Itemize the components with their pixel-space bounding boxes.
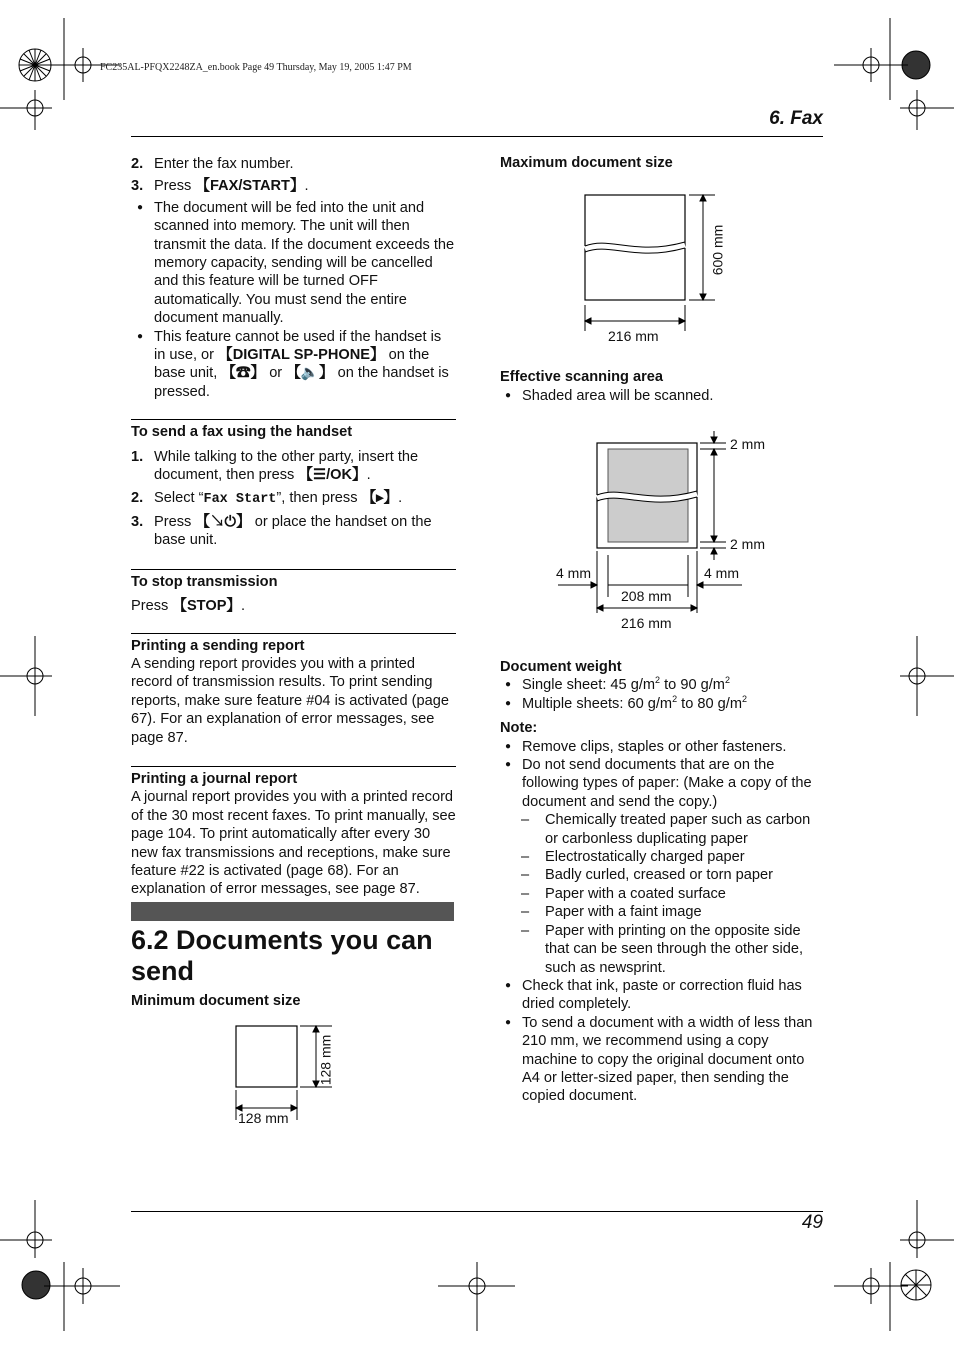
effective-bullet: ● Shaded area will be scanned. (505, 388, 714, 404)
paper-type-item: – Badly curled, creased or torn paper (521, 867, 773, 884)
footer-rule (131, 1211, 823, 1212)
bullet-item: ● This feature cannot be used if the handset is in use, or 【DIGITAL SP-PHONE】 on the base unit, 【☎】 or 【🔈】 on the handset is pressed. (137, 328, 449, 400)
stop-key: 【STOP】 (172, 598, 242, 615)
left-margin-label: 4 mm (556, 565, 591, 581)
right-column (499, 658, 824, 1106)
sending-section (131, 633, 456, 747)
fax-start-code: Fax Start (203, 491, 277, 507)
right-arrow-key-icon: 【▸】 (361, 489, 399, 506)
note-title: Note: (500, 720, 538, 737)
stop-text: Press 【STOP】. (131, 598, 246, 615)
bullet-icon: ● (505, 390, 512, 401)
bullet-icon: ● (505, 679, 512, 691)
header-rule (131, 136, 823, 137)
total-width-label: 216 mm (621, 615, 672, 631)
max-height-label: 600 mm (709, 224, 726, 276)
top-margin-label: 2 mm (730, 436, 765, 452)
sending-text: A sending report provides you with a printed record of transmission results. To print sending reports, make sure feature #04 is activated (page 67). For an explanation of error messages, see page 87. (131, 655, 449, 746)
title-bar (131, 902, 454, 921)
speaker-key-icon: 【🔈】 (286, 365, 334, 382)
weight-title: Document weight (500, 659, 622, 675)
note-item: ● Remove clips, staples or other fasteners. (505, 738, 787, 755)
bullet-icon: ● (137, 201, 144, 213)
weight-multiple: ● Multiple sheets: 60 $g/m^2$ to 80 $g/m^2$ (505, 693, 748, 712)
min-height-label: 128 mm (317, 1034, 334, 1086)
paper-type-item: – Chemically treated paper such as carbon or carbonless duplicating paper (521, 812, 811, 847)
min-size-title: Minimum document size (131, 993, 301, 1009)
menu-ok-key: 【☰/OK】 (298, 467, 367, 484)
journal-section (131, 766, 456, 899)
off-power-key-icon: 【↘⏻】 (195, 513, 251, 530)
bullet-icon: ● (137, 330, 144, 342)
right-margin-label: 4 mm (704, 565, 739, 581)
stop-title: To stop transmission (131, 573, 278, 590)
handset-section (131, 419, 456, 549)
note-item: ● To send a document with a width of less than 210 mm, we recommend using a copy machine to copy the original document onto A4 or letter-sized paper, then sending the copied document. (505, 1014, 813, 1105)
left-column (131, 155, 456, 899)
page-title: 6.2 Documents you can send (131, 925, 433, 986)
step-3: 3. Press 【FAX/START】. (131, 178, 309, 195)
effective-area-title: Effective scanning area (500, 369, 664, 385)
handset-step-1: 1. While talking to the other party, insert the document, then press 【☰/OK】. (131, 448, 419, 484)
weight-single: ● Single sheet: 45 $g/m^2$ to 90 $g/m^2$ (505, 675, 730, 694)
bottom-margin-label: 2 mm (730, 536, 765, 552)
journal-title: Printing a journal report (131, 770, 298, 787)
file-info: FC235AL-PFQX2248ZA_en.book Page 49 Thursday, May 19, 2005 1:47 PM (100, 62, 412, 73)
digital-sp-phone-key: 【DIGITAL SP-PHONE】 (218, 347, 385, 364)
stop-section (131, 569, 456, 616)
bullet-icon: ● (505, 979, 512, 991)
min-document-rect (236, 1026, 297, 1087)
max-size-title: Maximum document size (500, 155, 673, 171)
sending-title: Printing a sending report (131, 637, 305, 654)
talk-key-icon: 【☎】 (221, 365, 266, 382)
handset-step-2: 2. Select “Fax Start”, then press 【▸】. (131, 489, 403, 507)
handset-step-3: 3. Press 【↘⏻】 or place the handset on the base unit. (131, 513, 432, 549)
step-2: 2. Enter the fax number. (131, 156, 294, 172)
paper-type-item: – Paper with a coated surface (521, 885, 726, 902)
max-size-figure (575, 185, 725, 335)
paper-type-item: – Paper with printing on the opposite side that can be seen through the other side, such as newsprint. (521, 922, 804, 976)
bullet-icon: ● (505, 759, 512, 771)
bullet-icon: ● (505, 740, 512, 752)
scan-width-label: 208 mm (621, 588, 672, 604)
fax-start-key: 【FAX/START】 (195, 178, 305, 195)
bullet-icon: ● (505, 697, 512, 709)
handset-title: To send a fax using the handset (131, 424, 353, 441)
note-item: ● Do not send documents that are on the following types of paper: (Make a copy of the document and send the copy.) (505, 757, 812, 810)
bullet-icon: ● (505, 1016, 512, 1028)
bullet-item: ● The document will be fed into the unit and scanned into memory. The unit will then transmit the data. If the document exceeds the memory capacity, sending will be cancelled and this feature will be turned OFF automatically. You must send the entire document manually. (137, 199, 455, 327)
max-width-label: 216 mm (608, 328, 659, 344)
paper-type-item: – Paper with a faint image (521, 904, 702, 921)
page-number: 49 (801, 1212, 823, 1233)
journal-text: A journal report provides you with a printed record of the 30 most recent faxes. To print manually, see page 104. To print automatically after every 30 new fax transmissions and receptions, make sure feature #22 is activated (page 68). For an explanation of error messages, see page 87. (131, 789, 456, 898)
min-width-label: 128 mm (238, 1110, 289, 1126)
note-item: ● Check that ink, paste or correction fluid has dried completely. (505, 977, 802, 1013)
paper-type-item: – Electrostatically charged paper (521, 849, 745, 866)
section-title: 6. Fax (769, 108, 823, 129)
